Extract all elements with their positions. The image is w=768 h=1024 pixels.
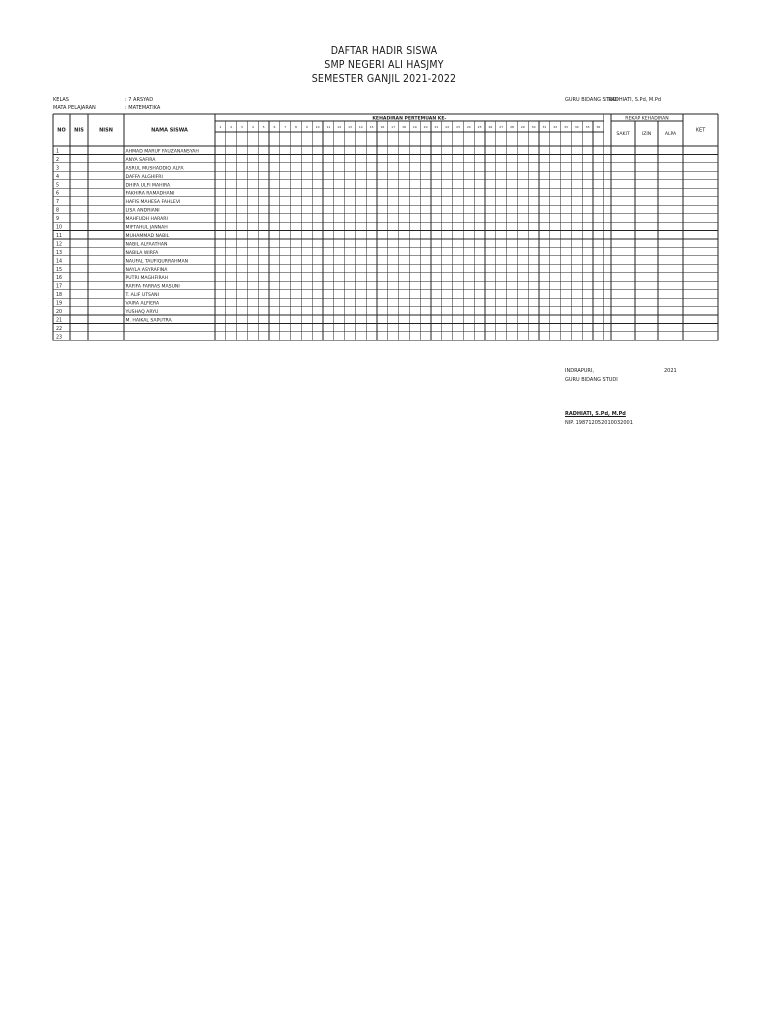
meeting-number: 2 (230, 125, 233, 129)
student-name: FAKHIRA RAMADHANI (125, 191, 175, 197)
meeting-number: 17 (391, 125, 396, 129)
school-name: SMP NEGERI ALI HASJMY (324, 59, 444, 71)
meeting-number: 4 (251, 125, 254, 129)
meeting-number: 3 (241, 125, 243, 129)
student-name: NABILA WIRFA (125, 250, 159, 256)
student-name: MIFTAHUL JANNAH (125, 225, 168, 231)
meeting-number: 36 (596, 125, 601, 129)
row-number: 9 (56, 217, 60, 223)
row-number: 18 (56, 293, 63, 299)
meeting-number: 26 (488, 125, 493, 129)
row-number: 12 (56, 242, 63, 248)
row-number: 13 (56, 250, 63, 256)
student-name: LISA ANDRIANI (125, 208, 160, 214)
meeting-number: 1 (219, 125, 222, 129)
guru-value: : RADHIATI, S.Pd, M.Pd (605, 97, 662, 103)
row-number: 14 (56, 259, 63, 265)
row-number: 3 (56, 166, 60, 172)
footer-place: INDRAPURI, (565, 368, 594, 374)
row-number: 5 (56, 183, 60, 189)
footer-role: GURU BIDANG STUDI (565, 377, 618, 383)
meeting-number: 23 (456, 125, 460, 129)
meeting-number: 11 (326, 125, 331, 129)
row-number: 7 (56, 200, 60, 206)
meeting-number: 20 (423, 125, 428, 129)
signer-nip: NIP. 198712052010032001 (565, 420, 633, 426)
student-name: M. HAIKAL SAPUTRA (125, 318, 172, 324)
row-number: 23 (56, 335, 63, 341)
header-nama-siswa: NAMA SISWA (151, 127, 188, 134)
student-name: ASRUL MUSHADDIQ ALFA (125, 166, 184, 172)
header-rekap: REKAP KEHADIRAN (625, 116, 669, 122)
semester-title: SEMESTER GANJIL 2021-2022 (311, 73, 457, 85)
meeting-number: 6 (273, 125, 276, 129)
student-name: AHMAD MARUF FAUZANANSYAH (125, 149, 199, 155)
row-number: 2 (56, 157, 60, 163)
guru-label: GURU BIDANG STUDI (565, 97, 618, 103)
row-number: 16 (56, 276, 63, 282)
row-number: 22 (56, 326, 63, 332)
header-kehadiran: KEHADIRAN PERTEMUAN KE- (372, 116, 447, 122)
student-name: VAIRA ALFIERA (125, 301, 160, 307)
meeting-number: 13 (348, 125, 352, 129)
header-sakit: SAKIT (616, 132, 630, 137)
student-name: NABIL ALFAATHAN (125, 242, 168, 248)
meeting-number: 34 (574, 125, 579, 129)
meeting-number: 15 (369, 125, 374, 129)
meeting-number: 16 (380, 125, 385, 129)
meeting-number: 5 (262, 125, 265, 129)
mapel-label: MATA PELAJARAN (53, 105, 96, 111)
meeting-number: 8 (295, 125, 297, 129)
meeting-number: 25 (477, 125, 482, 129)
meeting-number: 22 (445, 125, 450, 129)
header-izin: IZIN (641, 132, 652, 137)
meeting-number: 24 (466, 125, 471, 129)
meeting-number: 32 (553, 125, 558, 129)
footer-year: 2021 (664, 368, 677, 374)
mapel-value: : MATEMATIKA (125, 105, 161, 111)
meeting-number: 30 (531, 125, 536, 129)
kelas-label: KELAS (53, 97, 69, 103)
meeting-number: 18 (402, 125, 406, 129)
meeting-number: 35 (585, 125, 590, 129)
meeting-number: 12 (337, 125, 342, 129)
meeting-number: 14 (358, 125, 363, 129)
document-title: DAFTAR HADIR SISWA (330, 45, 438, 57)
meeting-number: 19 (412, 125, 417, 129)
student-name: PUTRI MAGHFIRAH (125, 276, 169, 282)
meeting-number: 29 (520, 125, 525, 129)
header-ket: KET (695, 127, 706, 134)
student-name: MAHFUDH HARARI (125, 217, 168, 223)
meeting-number: 28 (510, 125, 514, 129)
row-number: 15 (56, 267, 63, 273)
header-nis: NIS (74, 127, 84, 134)
student-name: NAUFAL TAUFIQURRAHMAN (125, 259, 189, 265)
row-number: 4 (56, 174, 60, 180)
student-name: T. ALIF UTSANI (125, 293, 159, 299)
meeting-number: 31 (542, 125, 547, 129)
student-name: YUSHAQ ARYU (125, 310, 159, 315)
header-nisn: NISN (99, 127, 113, 134)
student-name: RAFIFA FARRAS MASUNI (125, 284, 180, 290)
row-number: 10 (56, 225, 63, 231)
row-number: 8 (56, 208, 60, 214)
meeting-number: 33 (564, 125, 568, 129)
row-number: 21 (56, 318, 63, 324)
meeting-number: 21 (434, 125, 439, 129)
student-name: ANYA SAFIRA (125, 157, 156, 163)
row-number: 20 (56, 310, 63, 315)
student-name: HAFIS MAHESA FAHLEVI (125, 200, 181, 206)
student-name: MUHAMMAD NABIL (125, 233, 170, 239)
meeting-number: 9 (305, 125, 308, 129)
row-number: 1 (56, 149, 60, 155)
row-number: 6 (56, 191, 60, 197)
meeting-number: 27 (499, 125, 504, 129)
kelas-value: : 7 ARSYAD (125, 97, 154, 103)
student-name: NAYLA ASYRAFINA (125, 267, 168, 273)
meeting-number: 7 (284, 125, 287, 129)
header-no: NO (57, 127, 66, 134)
student-name: DHIFA ULFI MAHIRA (125, 183, 171, 189)
row-number: 19 (56, 301, 63, 307)
meeting-number: 10 (315, 125, 320, 129)
row-number: 11 (56, 233, 63, 239)
header-alpa: ALPA (664, 132, 677, 137)
row-number: 17 (56, 284, 63, 290)
signer-name: RADHIATI, S.Pd, M.Pd (565, 411, 626, 417)
student-name: DAFFA ALGHIFRI (125, 174, 163, 180)
